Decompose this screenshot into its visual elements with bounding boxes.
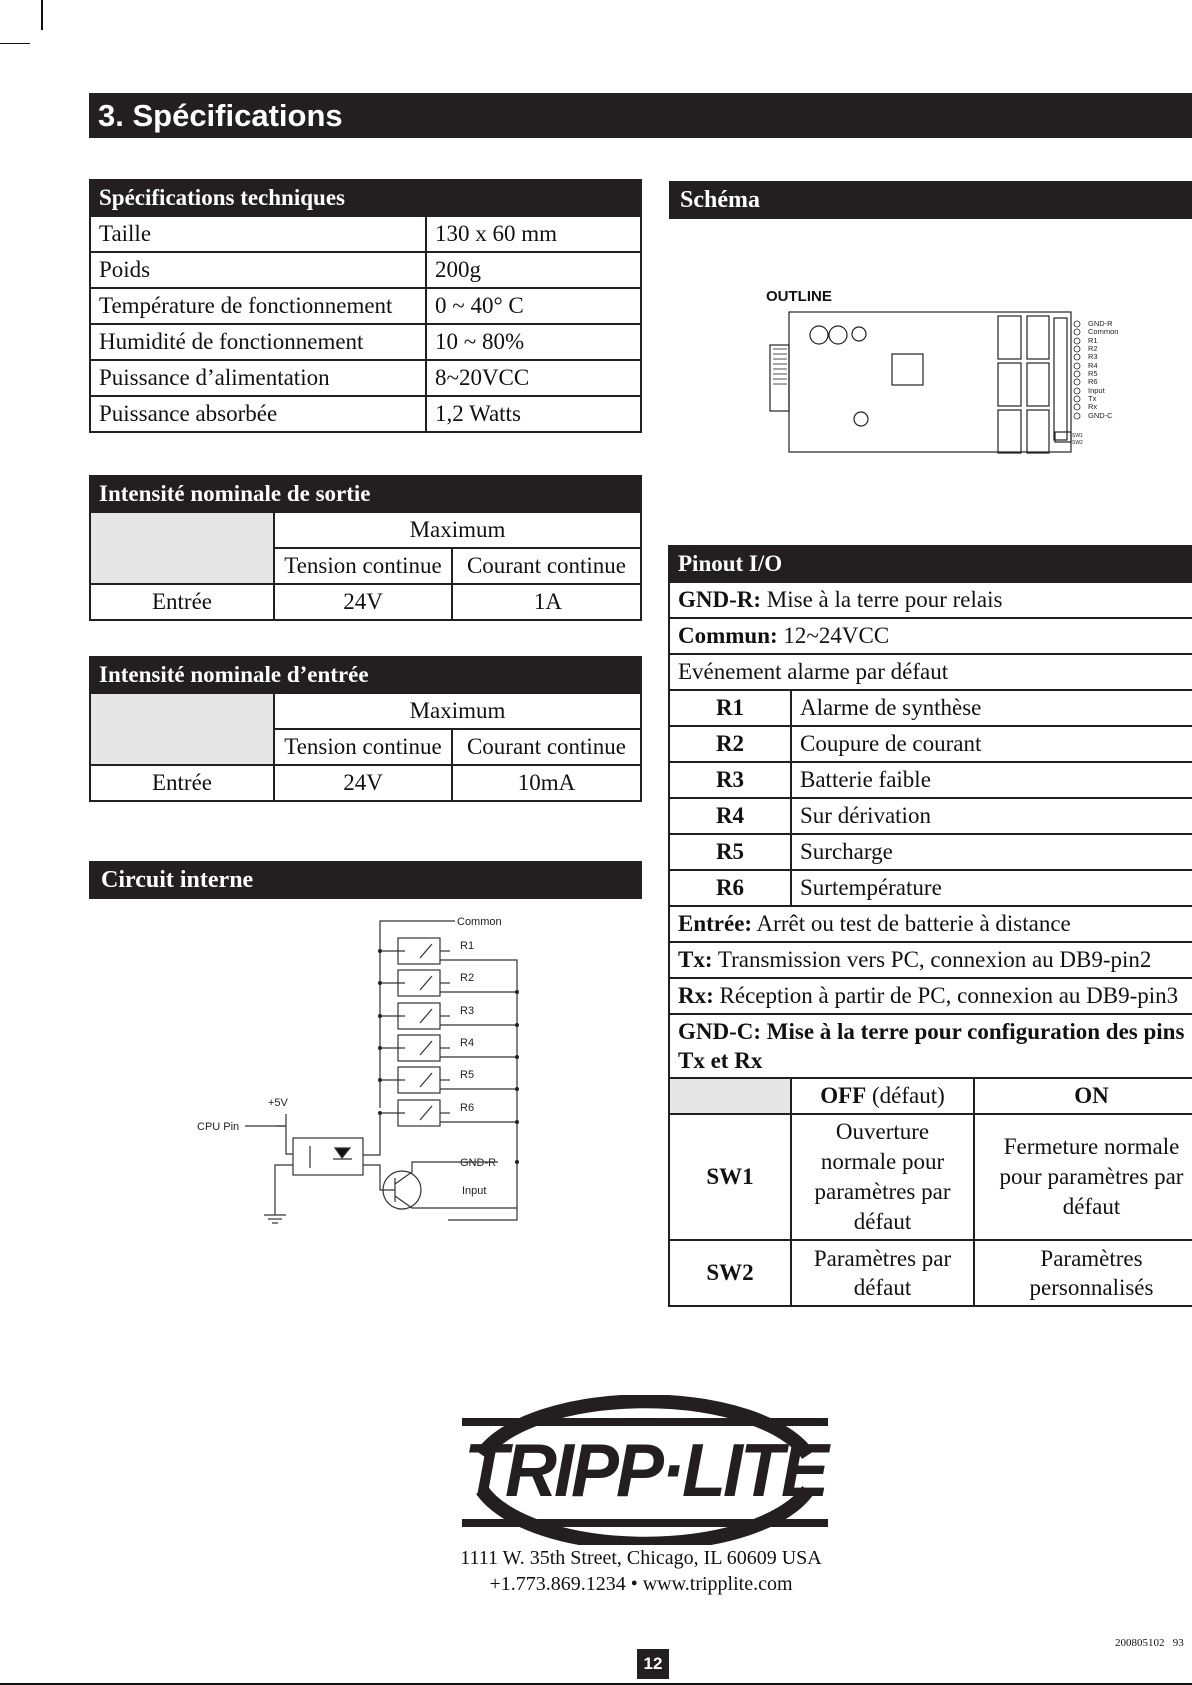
- tech-specs-table: [89, 179, 642, 433]
- circuit-header: Circuit interne: [89, 861, 642, 899]
- table-row: [669, 654, 1192, 690]
- tx-text: Transmission vers PC, connexion au DB9-pin2: [712, 947, 1152, 972]
- pinout-table: [668, 545, 1192, 1307]
- input-rating-header: Intensité nominale d’entrée: [90, 657, 641, 693]
- label-common: Common: [457, 916, 502, 928]
- relay-pin: R4: [669, 798, 791, 834]
- table-row: [669, 1014, 1192, 1078]
- entree-label: Entrée:: [678, 911, 753, 936]
- value-courant: 1A: [452, 584, 641, 620]
- board-outline-diagram: [765, 307, 1145, 457]
- tx-label: Tx:: [678, 947, 713, 972]
- relay-pin: R6: [669, 870, 791, 906]
- pin-label: R2: [1088, 344, 1098, 353]
- value-tension: 24V: [274, 765, 452, 801]
- rx-label: Rx:: [678, 983, 714, 1008]
- transistor: [363, 1162, 517, 1209]
- table-row: [669, 942, 1192, 978]
- sw1-off: Ouverture normale pour paramètres par défaut: [791, 1114, 974, 1240]
- label-r1: R1: [460, 940, 475, 952]
- on-label: ON: [974, 1078, 1192, 1114]
- spec-label: Taille: [90, 216, 426, 252]
- sw2-on: Paramètres personnalisés: [974, 1240, 1192, 1306]
- table-row: [90, 360, 641, 396]
- spec-label: Température de fonctionnement: [90, 288, 426, 324]
- spec-label: Poids: [90, 252, 426, 288]
- table-row: [669, 582, 1192, 618]
- pin-labels: [1088, 319, 1118, 420]
- pin-label: R4: [1088, 361, 1098, 370]
- pin-label: Input: [1088, 386, 1105, 395]
- pin-label: R1: [1088, 336, 1098, 345]
- table-row: [669, 978, 1192, 1014]
- spec-label: Puissance absorbée: [90, 396, 426, 432]
- relay-desc: Sur dérivation: [791, 798, 1192, 834]
- label-r6: R6: [460, 1102, 475, 1114]
- table-row: [669, 762, 1192, 798]
- relay-desc: Surcharge: [791, 834, 1192, 870]
- pin-label: R5: [1088, 369, 1098, 378]
- spec-value: 130 x 60 mm: [426, 216, 641, 252]
- input-rating-table: [89, 656, 642, 802]
- entree-text: Arrêt ou test de batterie à distance: [752, 911, 1071, 936]
- label-5v: +5V: [268, 1097, 288, 1109]
- maximum-label: Maximum: [274, 512, 641, 548]
- table-row: [669, 834, 1192, 870]
- rx-text: Réception à partir de PC, connexion au DB9-pin3: [713, 983, 1179, 1008]
- outline-label: OUTLINE: [766, 288, 832, 305]
- row-label: Entrée: [90, 765, 274, 801]
- sw2-off: Paramètres par défaut: [791, 1240, 974, 1306]
- schema-header: Schéma: [669, 181, 1192, 219]
- table-row: [669, 726, 1192, 762]
- commun-text: 12~24VCC: [777, 623, 890, 648]
- relay-pin: R1: [669, 690, 791, 726]
- sw1-name: SW1: [669, 1114, 791, 1240]
- spec-value: 10 ~ 80%: [426, 324, 641, 360]
- table-row: [90, 288, 641, 324]
- relay-desc: Alarme de synthèse: [791, 690, 1192, 726]
- table-row: [669, 1240, 1192, 1306]
- tripp-lite-logo: [462, 1395, 828, 1545]
- pin-label: R6: [1088, 377, 1098, 386]
- label-r3: R3: [460, 1005, 475, 1017]
- label-r5: R5: [460, 1069, 475, 1081]
- spec-label: Humidité de fonctionnement: [90, 324, 426, 360]
- pin-label: Tx: [1088, 394, 1097, 403]
- label-r4: R4: [460, 1037, 475, 1049]
- table-row: [669, 798, 1192, 834]
- sw-label: SW2: [1072, 440, 1083, 446]
- value-courant: 10mA: [452, 765, 641, 801]
- table-row: [669, 618, 1192, 654]
- spec-label: Puissance d’alimentation: [90, 360, 426, 396]
- sw2-name: SW2: [669, 1240, 791, 1306]
- row-label: Entrée: [90, 584, 274, 620]
- footer-address: 1111 W. 35th Street, Chicago, IL 60609 USA: [460, 1547, 822, 1569]
- relay-pin: R3: [669, 762, 791, 798]
- tech-specs-header: Spécifications techniques: [90, 180, 641, 216]
- empty-cell: [90, 512, 274, 584]
- pin-label: GND-R: [1088, 319, 1113, 328]
- crop-mark: [41, 0, 43, 30]
- doc-code: 200805102 93: [1115, 1637, 1184, 1649]
- table-row: [669, 870, 1192, 906]
- col-courant: Courant continue: [452, 548, 641, 584]
- footer-contact: +1.773.869.1234 • www.tripplite.com: [489, 1573, 793, 1595]
- spec-value: 8~20VCC: [426, 360, 641, 396]
- empty-cell: [90, 693, 274, 765]
- spec-value: 200g: [426, 252, 641, 288]
- commun-label: Commun:: [678, 623, 778, 648]
- pin-label: Common: [1088, 327, 1119, 336]
- relay-pin: R2: [669, 726, 791, 762]
- spec-value: 0 ~ 40° C: [426, 288, 641, 324]
- table-row: [90, 252, 641, 288]
- col-tension: Tension continue: [274, 548, 452, 584]
- logo-text: TRIPP·LITE: [464, 1429, 826, 1513]
- page-number: 12: [637, 1649, 669, 1679]
- table-row: [669, 1078, 1192, 1114]
- value-tension: 24V: [274, 584, 452, 620]
- table-row: [90, 324, 641, 360]
- gnd-c-text: GND-C: Mise à la terre pour configuration des pins Tx et Rx: [669, 1014, 1192, 1078]
- table-row: [669, 906, 1192, 942]
- table-row: [90, 765, 641, 801]
- table-row: [90, 216, 641, 252]
- alarm-title: Evénement alarme par défaut: [669, 654, 1192, 690]
- optocoupler: [245, 1113, 380, 1223]
- table-row: [90, 396, 641, 432]
- off-suffix: (défaut): [866, 1083, 945, 1108]
- output-rating-header: Intensité nominale de sortie: [90, 476, 641, 512]
- label-input: Input: [462, 1185, 487, 1197]
- crop-mark: [0, 43, 30, 44]
- spec-value: 1,2 Watts: [426, 396, 641, 432]
- pin-label: Rx: [1088, 402, 1098, 411]
- label-gnd-r: GND-R: [460, 1157, 497, 1169]
- label-cpu-pin: CPU Pin: [197, 1121, 240, 1133]
- sw1-on: Fermeture normale pour paramètres par défaut: [974, 1114, 1192, 1240]
- section-title: 3. Spécifications: [89, 93, 1192, 138]
- table-row: [669, 1114, 1192, 1240]
- pin-label: R3: [1088, 352, 1098, 361]
- board-outline: [789, 312, 1071, 452]
- gnd-r-text: Mise à la terre pour relais: [761, 587, 1003, 612]
- col-courant: Courant continue: [452, 729, 641, 765]
- gnd-r-label: GND-R:: [678, 587, 762, 612]
- pin-label: GND-C: [1088, 411, 1113, 420]
- relay-desc: Surtempérature: [791, 870, 1192, 906]
- empty-cell: [669, 1078, 791, 1114]
- sw-label: SW1: [1072, 433, 1083, 439]
- off-label: OFF: [820, 1083, 867, 1108]
- maximum-label: Maximum: [274, 693, 641, 729]
- relay-pin: R5: [669, 834, 791, 870]
- relay-desc: Batterie faible: [791, 762, 1192, 798]
- pinout-header: Pinout I/O: [669, 546, 1192, 582]
- relay-bank: [378, 938, 519, 1220]
- label-r2: R2: [460, 972, 475, 984]
- col-tension: Tension continue: [274, 729, 452, 765]
- table-row: [669, 690, 1192, 726]
- table-row: [90, 584, 641, 620]
- output-rating-table: [89, 475, 642, 621]
- relay-desc: Coupure de courant: [791, 726, 1192, 762]
- circuit-diagram: [180, 910, 540, 1230]
